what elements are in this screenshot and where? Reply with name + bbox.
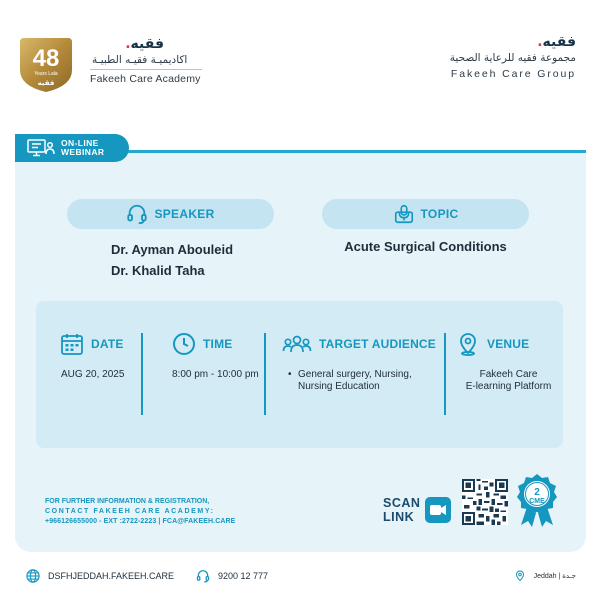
academy-logo xyxy=(90,36,230,85)
globe-icon xyxy=(26,569,40,583)
group-english-name: Fakeeh Care Group xyxy=(450,68,576,80)
audience-line: Nursing Education xyxy=(298,381,380,392)
audience-line: General surgery, Nursing, xyxy=(298,369,412,380)
topic-text: Acute Surgical Conditions xyxy=(344,239,507,254)
group-brand: .فقيه xyxy=(537,34,576,50)
speaker-label: SPEAKER xyxy=(154,207,215,221)
date-label: DATE xyxy=(91,337,124,351)
badge-number: 48 xyxy=(32,45,60,72)
headset-icon xyxy=(126,203,148,225)
speaker-pill xyxy=(67,199,274,229)
badge-brand: فقيه xyxy=(37,79,55,87)
microphone-icon xyxy=(393,203,415,225)
audience-value xyxy=(282,369,442,393)
topic-pill xyxy=(322,199,529,229)
scan-link-text xyxy=(383,497,420,524)
cme-number: 2 xyxy=(534,487,540,498)
column-divider xyxy=(264,333,266,415)
webinar-line: ON-LINE xyxy=(61,137,99,148)
video-camera-icon[interactable] xyxy=(425,497,451,523)
venue-line: Fakeeh Care xyxy=(479,369,538,380)
group-arabic-name: مجموعة فقيه للرعاية الصحية xyxy=(449,52,576,64)
phone-text: 9200 12 777 xyxy=(218,571,269,581)
contact-line: CONTACT FAKEEH CARE ACADEMY: xyxy=(45,508,215,515)
venue-line: E-learning Platform xyxy=(465,381,552,392)
cme-badge xyxy=(515,473,559,527)
details-panel xyxy=(36,301,563,448)
badge-subtitle: Years Lala xyxy=(34,71,58,77)
bullet: • xyxy=(288,369,292,380)
webinar-screen-icon xyxy=(27,139,55,157)
people-icon xyxy=(282,332,312,356)
clock-icon xyxy=(172,332,196,356)
venue-label: VENUE xyxy=(487,337,530,351)
venue-value xyxy=(456,369,561,393)
48-years-badge xyxy=(18,34,74,94)
venue-column xyxy=(456,331,561,416)
date-value: AUG 20, 2025 xyxy=(61,369,125,380)
location-pin-icon xyxy=(514,569,526,583)
webinar-line: WEBINAR xyxy=(61,147,105,157)
column-divider xyxy=(444,333,446,415)
time-label: TIME xyxy=(203,337,233,351)
footer-location xyxy=(514,566,576,586)
headset-icon xyxy=(196,569,210,583)
location-text: Jeddah | جـدة xyxy=(533,573,576,580)
qr-code[interactable] xyxy=(462,479,508,525)
group-logo xyxy=(436,34,576,80)
webinar-card xyxy=(15,147,586,552)
scan-line: LINK xyxy=(383,509,415,524)
footer-phone[interactable] xyxy=(196,566,268,586)
speaker-name: Dr. Khalid Taha xyxy=(111,263,205,278)
cme-label: CME xyxy=(529,498,545,505)
date-column xyxy=(60,331,150,416)
column-divider xyxy=(141,333,143,415)
online-webinar-tab xyxy=(15,134,129,162)
time-value: 8:00 pm - 10:00 pm xyxy=(172,369,259,380)
time-column xyxy=(172,331,282,416)
academy-arabic-name: اكاديميـة فقيـه الطبيـة xyxy=(92,54,188,66)
academy-divider xyxy=(90,69,202,70)
speaker-name: Dr. Ayman Abouleid xyxy=(111,242,234,257)
audience-label: TARGET AUDIENCE xyxy=(319,337,436,351)
footer xyxy=(0,566,600,588)
website-text: DSFHJEDDAH.FAKEEH.CARE xyxy=(48,571,175,581)
contact-line: FOR FURTHER INFORMATION & REGISTRATION, xyxy=(45,498,210,505)
academy-english-name: Fakeeh Care Academy xyxy=(90,73,201,85)
contact-line[interactable]: +966126655000 - EXT :2722-2223 | FCA@FAKEEH.CARE xyxy=(45,518,236,525)
topic-label: TOPIC xyxy=(420,207,459,221)
audience-column xyxy=(282,331,442,416)
scan-line: SCAN xyxy=(383,496,421,510)
academy-brand: .فقيه xyxy=(125,36,164,52)
contact-info xyxy=(45,497,235,527)
speaker-names xyxy=(111,239,233,281)
footer-website[interactable] xyxy=(26,566,174,586)
calendar-icon xyxy=(60,332,84,356)
location-pin-icon xyxy=(456,332,480,356)
